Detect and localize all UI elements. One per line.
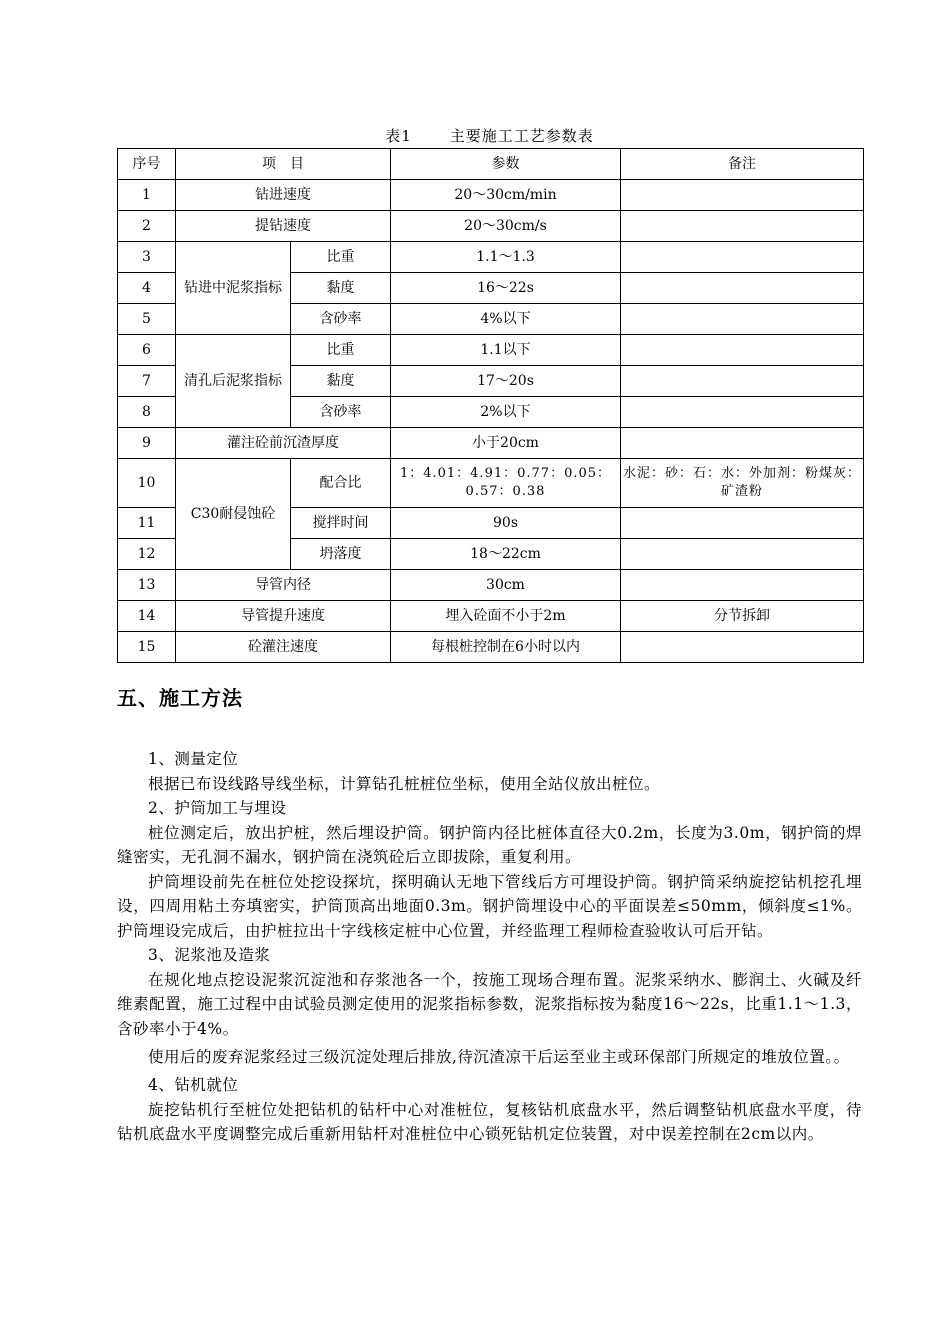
table-row	[118, 570, 864, 601]
header-item: 项 目	[176, 149, 391, 180]
row-index: 2	[118, 211, 176, 242]
subheading-rig-positioning: 4、钻机就位	[148, 1076, 239, 1094]
header-index: 序号	[118, 149, 176, 180]
row-param: 小于20cm	[391, 428, 621, 459]
paragraph: 旋挖钻机行至桩位处把钻机的钻杆中心对准桩位，复核钻机底盘水平，然后调整钻机底盘水平度，待钻机底盘水平度调整完成后重新用钻杆对准桩位中心锁死钻机定位装置，对中误差控制在2cm以内。	[117, 1100, 862, 1143]
header-note: 备注	[621, 149, 864, 180]
row-index: 15	[118, 632, 176, 663]
process-parameter-table	[117, 148, 864, 663]
row-param: 90s	[391, 508, 621, 539]
row-note: 水泥：砂：石：水：外加剂：粉煤灰：矿渣粉	[621, 459, 864, 508]
row-param: 20～30cm/s	[391, 211, 621, 242]
subheading-survey: 1、测量定位	[148, 750, 239, 768]
row-note	[621, 335, 864, 366]
row-index: 5	[118, 304, 176, 335]
header-param: 参数	[391, 149, 621, 180]
row-index: 4	[118, 273, 176, 304]
row-note	[621, 304, 864, 335]
row-param: 2%以下	[391, 397, 621, 428]
row-param: 每根桩控制在6小时以内	[391, 632, 621, 663]
paragraph: 在规化地点挖设泥浆沉淀池和存浆池各一个，按施工现场合理布置。泥浆采纳水、膨润土、火碱及纤维素配置，施工过程中由试验员测定使用的泥浆指标参数，泥浆指标按为黏度16～22s，比重1.1～1.3，含砂率小于4%。	[117, 970, 862, 1038]
row-item: 砼灌注速度	[176, 632, 391, 663]
table-row	[118, 335, 864, 366]
table-row	[118, 180, 864, 211]
row-index: 11	[118, 508, 176, 539]
table-row	[118, 632, 864, 663]
row-param: 17～20s	[391, 366, 621, 397]
subheading-mud-pit: 3、泥浆池及造浆	[148, 946, 271, 964]
row-index: 9	[118, 428, 176, 459]
row-note	[621, 366, 864, 397]
paragraph: 使用后的废弃泥浆经过三级沉淀处理后排放,待沉渣凉干后运至业主或环保部门所规定的堆放位置。。	[148, 1048, 850, 1066]
row-subitem: 黏度	[291, 273, 391, 304]
row-note	[621, 180, 864, 211]
section-heading: 五、施工方法	[117, 686, 243, 710]
row-group-cleaned-mud: 清孔后泥浆指标	[176, 335, 291, 428]
row-item: 提钻速度	[176, 211, 391, 242]
row-param: 埋入砼面不小于2m	[391, 601, 621, 632]
row-index: 7	[118, 366, 176, 397]
row-index: 14	[118, 601, 176, 632]
row-note	[621, 242, 864, 273]
row-note	[621, 508, 864, 539]
row-note	[621, 211, 864, 242]
table-caption-prefix: 表1	[385, 127, 412, 145]
row-index: 8	[118, 397, 176, 428]
row-note	[621, 428, 864, 459]
row-param: 4%以下	[391, 304, 621, 335]
row-item: 导管内径	[176, 570, 391, 601]
row-group-drilling-mud: 钻进中泥浆指标	[176, 242, 291, 335]
row-index: 10	[118, 459, 176, 508]
row-index: 13	[118, 570, 176, 601]
table-header-row	[118, 149, 864, 180]
row-subitem: 比重	[291, 242, 391, 273]
row-param: 20～30cm/min	[391, 180, 621, 211]
row-subitem: 含砂率	[291, 397, 391, 428]
row-param: 18～22cm	[391, 539, 621, 570]
row-param: 1.1以下	[391, 335, 621, 366]
table-row	[118, 459, 864, 508]
row-item: 钻进速度	[176, 180, 391, 211]
row-note	[621, 273, 864, 304]
row-item: 导管提升速度	[176, 601, 391, 632]
row-note	[621, 570, 864, 601]
row-index: 6	[118, 335, 176, 366]
paragraph: 桩位测定后，放出护桩，然后埋设护筒。钢护筒内径比桩体直径大0.2m，长度为3.0m，钢护筒的焊缝密实，无孔洞不漏水，钢护筒在浇筑砼后立即拔除，重复利用。	[117, 823, 862, 866]
table-row	[118, 601, 864, 632]
table-row	[118, 211, 864, 242]
row-note	[621, 632, 864, 663]
body-text	[117, 747, 862, 1147]
row-subitem: 搅拌时间	[291, 508, 391, 539]
row-subitem: 坍落度	[291, 539, 391, 570]
table-row	[118, 428, 864, 459]
row-param: 1.1～1.3	[391, 242, 621, 273]
paragraph: 根据已布设线路导线坐标，计算钻孔桩桩位坐标，使用全站仪放出桩位。	[148, 774, 661, 793]
row-item: 灌注砼前沉渣厚度	[176, 428, 391, 459]
row-index: 1	[118, 180, 176, 211]
row-group-concrete: C30耐侵蚀砼	[176, 459, 291, 570]
paragraph: 护筒埋设前先在桩位处挖设探坑，探明确认无地下管线后方可埋设护筒。钢护筒采纳旋挖钻机挖孔埋设，四周用粘土夯填密实，护筒顶高出地面0.3m。钢护筒埋设中心的平面误差≤50mm，倾斜度≤1%。护筒埋设完成后，由护桩拉出十字线核定桩中心位置，并经监理工程师检查验收认可后开钻。	[117, 872, 862, 940]
table-caption	[117, 125, 862, 146]
subheading-casing: 2、护筒加工与埋设	[148, 799, 287, 817]
row-note: 分节拆卸	[621, 601, 864, 632]
row-index: 12	[118, 539, 176, 570]
row-subitem: 含砂率	[291, 304, 391, 335]
row-subitem: 配合比	[291, 459, 391, 508]
row-note	[621, 539, 864, 570]
row-param: 16～22s	[391, 273, 621, 304]
row-subitem: 比重	[291, 335, 391, 366]
table-row	[118, 242, 864, 273]
row-param: 30cm	[391, 570, 621, 601]
table-caption-title: 主要施工工艺参数表	[449, 127, 594, 145]
row-index: 3	[118, 242, 176, 273]
row-param: 1：4.01：4.91：0.77：0.05：0.57：0.38	[391, 459, 621, 508]
row-subitem: 黏度	[291, 366, 391, 397]
row-note	[621, 397, 864, 428]
